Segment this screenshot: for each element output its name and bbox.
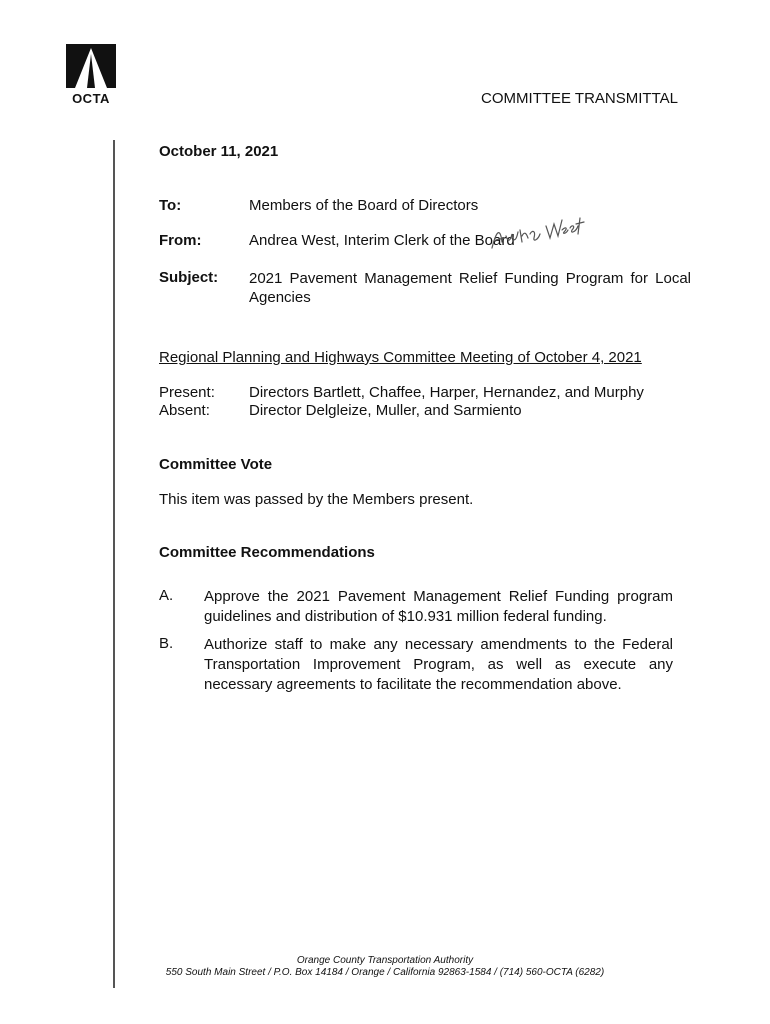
vote-heading: Committee Vote [159,456,273,473]
page-title: COMMITTEE TRANSMITTAL [481,90,678,107]
from-value: Andrea West, Interim Clerk of the Board [249,232,515,249]
footer-organization: Orange County Transportation Authority [296,955,474,966]
footer-address: 550 South Main Street / P.O. Box 14184 / Orange / California 92863-1584 / (714) 560-OCTA (6282) [165,967,605,978]
recommendation-text: Authorize staff to make any necessary amendments to the Federal Transportation Improvement Program, as well as execute any necessary agreements to facilitate the recommendation above. [204,636,673,693]
meeting-title: Regional Planning and Highways Committee Meeting of October 4, 2021 [159,349,642,366]
absent-label: Absent: [159,402,210,419]
logo-text: OCTA [72,91,110,106]
from-label: From: [159,232,202,249]
subject-label: Subject: [159,269,219,286]
subject-value: 2021 Pavement Management Relief Funding Program for Local Agencies [249,270,691,306]
margin-rule [113,140,115,988]
absent-value: Director Delgleize, Muller, and Sarmiento [249,402,522,419]
present-value: Directors Bartlett, Chaffee, Harper, Hernandez, and Murphy [249,384,644,401]
memo-date: October 11, 2021 [159,143,279,160]
recommendation-text: Approve the 2021 Pavement Management Relief Funding program guidelines and distribution of $10.931 million federal funding. [204,588,673,625]
to-value: Members of the Board of Directors [249,197,479,214]
present-label: Present: [159,384,215,401]
recommendation-letter: A. [159,587,174,604]
signature [488,212,588,252]
vote-text: This item was passed by the Members present. [159,491,474,508]
recommendation-letter: B. [159,635,174,652]
recommendations-heading: Committee Recommendations [159,544,375,561]
to-label: To: [159,197,182,214]
